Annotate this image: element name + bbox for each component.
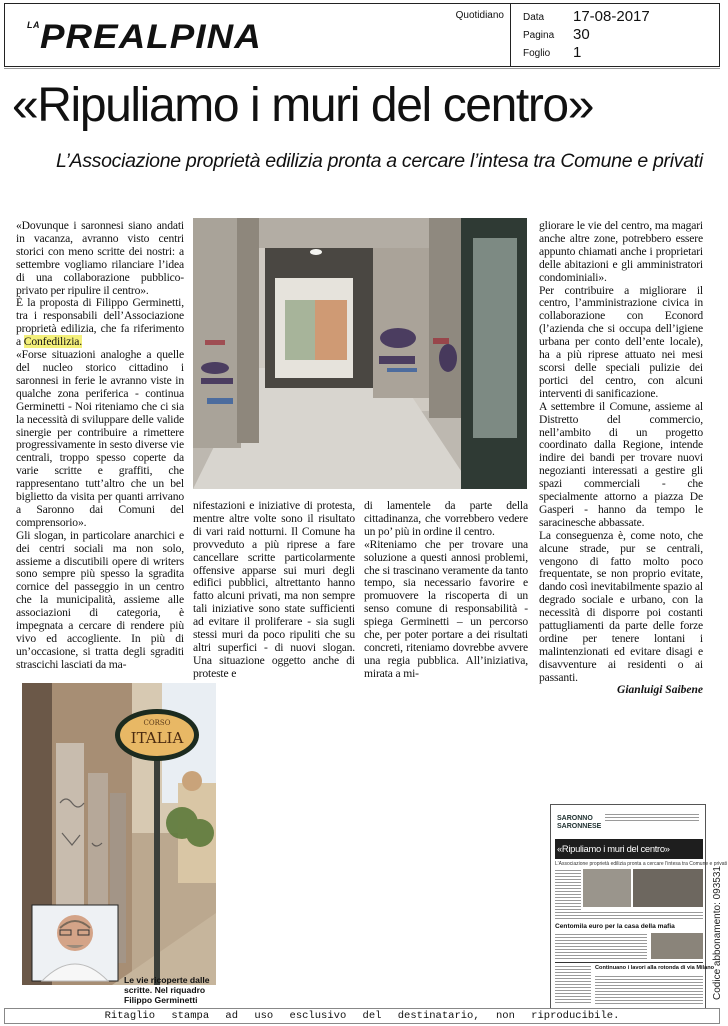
thumbnail-brand: [557, 815, 601, 831]
date-value: 17-08-2017: [573, 8, 650, 25]
col4-paragraph-2: Per contribuire a migliorare il centro, l’amministrazione civica in collaborazione con Econord (l’azienda che si occupa dell’igiene urbana per conto dell’ente locale), ha a più riprese attuato nei mesi scorsi delle speciali pulizie dei portici del centro, con alcuni interventi di sanificazione.: [539, 283, 703, 400]
thumbnail-story-2: Centomila euro per la casa della mafia: [555, 923, 675, 930]
thumbnail-header-lines: [605, 813, 699, 823]
page-label: Pagina: [523, 30, 555, 41]
issue-meta: [513, 4, 719, 66]
thumbnail-photo-3: [651, 933, 703, 959]
logo-cell: [5, 4, 511, 66]
sheet-row: [523, 44, 713, 62]
logo-name: PREALPINA: [39, 18, 262, 56]
col1-paragraph-3: «Forse situazioni analoghe a quelle del nucleo storico cittadino i saronnesi in ferie le avranno viste in qualche zona periferica - continua Germinetti - Noi riteniamo che ci sia la necessità di sviluppare delle valide sinergie per contribuire a rimettere progressivamente in sesto diverse vie centrali, troppo spesso coperte da varie scritte e graffiti, che rappresentano tutt’altro che un bel biglietto da visita per quanti arrivano a Saronno dai Comuni del comprensorio».: [16, 348, 184, 529]
portico-illustration: [193, 218, 527, 489]
article-column-4: [539, 220, 703, 685]
col3-paragraph-1: di lamentele da parte della cittadinanza, che vorrebbero vedere un po’ più in ordine il centro.: [364, 499, 528, 538]
thumbnail-text-block-4: [555, 965, 591, 1005]
masthead-box: [4, 3, 720, 67]
photo-caption: Le vie ricoperte dalle scritte. Nel riquadro Filippo Germinetti: [124, 975, 210, 1005]
thumbnail-story-3: Continuano i lavori alla rotonda di via Milano: [595, 965, 715, 971]
article-subheadline: L’Associazione proprietà edilizia pronta a cercare l’intesa tra Comune e privati: [56, 150, 703, 172]
header-separator: [4, 68, 720, 69]
photo-street-sign: [22, 683, 216, 985]
article-column-2: [193, 500, 355, 681]
sheet-label: Foglio: [523, 48, 551, 59]
sign-main-text: ITALIA: [130, 729, 184, 747]
col4-paragraph-1: gliorare le vie del centro, ma magari anche altre zone, potrebbero essere appunto chiamati anche i proprietari delle abitazioni e gli amministratori condominiali».: [539, 219, 703, 284]
col1-paragraph-2: [16, 297, 184, 349]
newspaper-logo: [27, 18, 262, 56]
thumbnail-text-block-5: [595, 975, 703, 1005]
thumbnail-divider: [555, 962, 703, 963]
page-row: [523, 26, 713, 44]
sign-small-text: CORSO: [143, 719, 171, 727]
col4-paragraph-3: A settembre il Comune, assieme al Distretto del commercio, nell’ambito di un progetto coordinato dalla Regione, intende indire dei bandi per trovare nuovi negozianti interessati a gestire gli spazi commerciali - che specialmente attorno a piazza De Gasperi - hanno da tempo le saracinesche abbassate.: [539, 399, 703, 529]
logo-prefix: LA: [27, 20, 40, 30]
publication-type: Quotidiano: [455, 10, 504, 21]
date-label: Data: [523, 12, 545, 23]
photo-portico-graffiti: [193, 218, 527, 489]
col2-paragraph-1: nifestazioni e iniziative di protesta, mentre altre volte sono il risultato di vari raid notturni. Il Comune ha provveduto a più riprese a fare cancellare scritte particolarmente offensive apparse sui muri degli edifici pubblici, altrettanto hanno fatto alcuni privati, ma non sempre tali iniziative sono state sufficienti ad evitare il proliferare - sia sugli stessi muri da poco ripuliti che su altri superfici - di nuovi slogan. Una situazione oggetto anche di proteste e: [193, 499, 355, 680]
article-column-1: [16, 220, 184, 672]
reproduction-notice: Ritaglio stampa ad uso esclusivo del destinatario, non riproducibile.: [4, 1008, 720, 1024]
thumbnail-text-block: [555, 869, 581, 911]
highlighted-confedilizia: Confedilizia.: [23, 335, 83, 349]
date-row: [523, 8, 713, 26]
street-illustration: [22, 683, 216, 985]
thumbnail-brand-line-1: SARONNO: [557, 815, 593, 822]
article-column-3: [364, 500, 528, 681]
thumbnail-photo-2: [633, 869, 703, 907]
sheet-value: 1: [573, 44, 582, 61]
col1-paragraph-1: «Dovunque i saronnesi siano andati in vacanza, avranno visto centri storici con meno scritte dei nostri: a settembre vogliamo rilanciare l’idea di una collaborazione pubblico-privato per ripulire il centro».: [16, 219, 184, 297]
thumbnail-text-block-3: [555, 933, 647, 959]
thumbnail-photo-1: [583, 869, 631, 907]
thumbnail-brand-line-2: SARONNESE: [557, 823, 602, 830]
page-value: 30: [573, 26, 590, 43]
article-headline: «Ripuliamo i muri del centro»: [12, 79, 594, 132]
thumbnail-header: [555, 809, 703, 837]
col1-paragraph-4: Gli slogan, in particolare anarchici e dei centri sociali ma non solo, assieme a discutibili opere di writers sono sempre più spesso la sgradita cornice del passeggio in un centro che la municipalità, assieme alle associazioni di categoria, è impegnata a cercare di rendere più vivo ed accogliente. In più di un’occasione, si tratta degli sgraditi strascichi lasciati da ma-: [16, 528, 184, 671]
thumbnail-headline: «Ripuliamo i muri del centro»: [555, 839, 703, 859]
thumbnail-subhead: L’Associazione proprietà edilizia pronta a cercare l’intesa tra Comune e privati: [555, 861, 728, 867]
subscription-code: Codice abbonamento: 093531: [712, 866, 723, 1000]
col4-paragraph-4: La conseguenza è, come noto, che alcune strade, pur se centrali, vengono di fatto molto poco frequentate, se non proprio evitate, dando così inevitabilmente spazio al degrado sociale e urbano, con la necessità di disporre poi costanti pattugliamenti da parte delle forze ordine per tenere lontani i malintenzionati ed evitare disagi e disavventure ai residenti o ai passanti.: [539, 528, 703, 684]
thumbnail-text-block-2: [555, 911, 703, 921]
author-byline: Gianluigi Saibene: [617, 684, 703, 696]
col1-paragraph-2-text: È la proposta di Filippo Germinetti, tra i responsabili dell’Associazione proprietà edilizia, che fa riferimento a: [16, 296, 184, 349]
col3-paragraph-2: «Riteniamo che per trovare una soluzione a questi annosi problemi, che si trascinano veramente da tanto tempo, sia necessario favorire e promuovere la riscoperta di un senso comune di responsabilità - spiega Germinetti – un percorso che, per poter portare a dei risultati concreti, riteniamo dovrebbe avvere una regia pubblica. All’iniziativa, mirata a mi-: [364, 537, 528, 680]
